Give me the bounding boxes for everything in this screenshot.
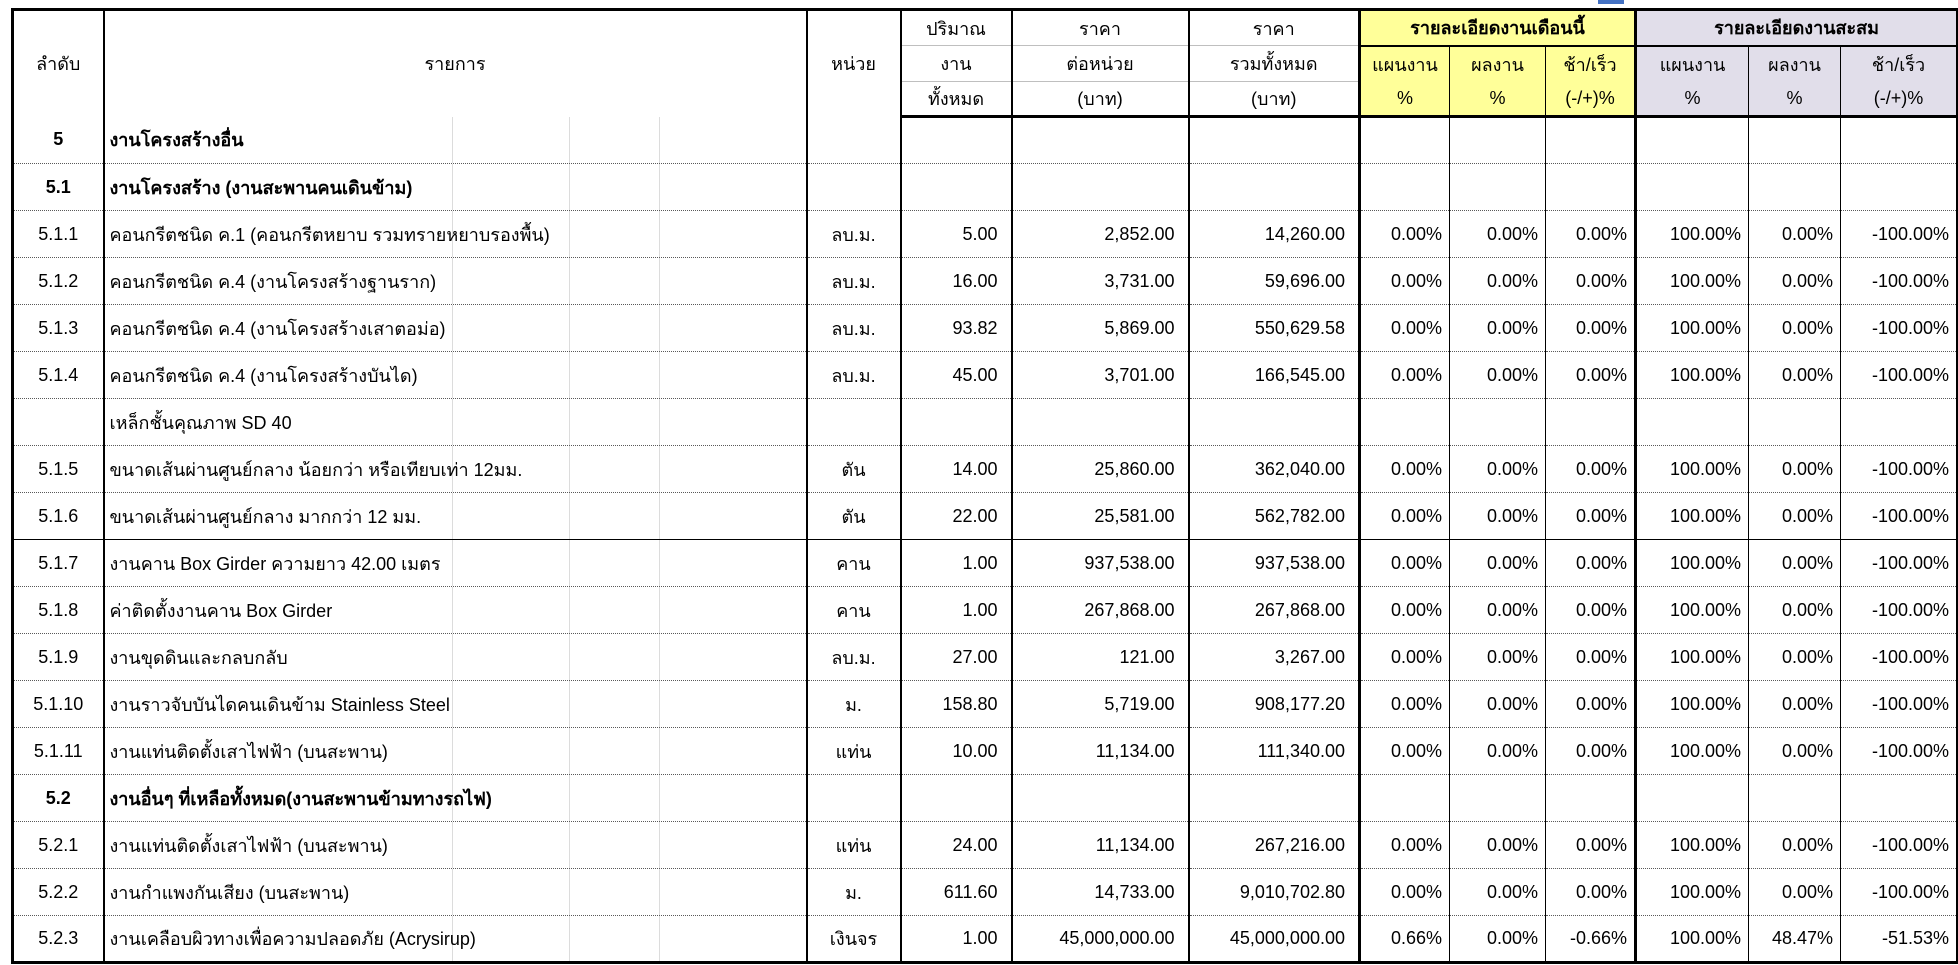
cell-month-actual: 0.00% xyxy=(1450,352,1546,399)
header-unit: หน่วย xyxy=(807,10,901,117)
header-no: ลำดับ xyxy=(36,54,81,75)
table-row xyxy=(13,258,1958,305)
cell-total-price: 14,260.00 xyxy=(1189,211,1360,258)
cell-cum-actual: 0.00% xyxy=(1749,305,1841,352)
cell-month-actual: 0.00% xyxy=(1450,305,1546,352)
cell-unit-price: 25,581.00 xyxy=(1012,493,1189,540)
cell-quantity: 16.00 xyxy=(901,258,1012,305)
cell-cum-diff: -100.00% xyxy=(1841,728,1958,775)
cell-total-price: 111,340.00 xyxy=(1189,728,1360,775)
header-cum-late-fast-pct: (-/+)% xyxy=(1841,82,1958,117)
cell-unit: ม. xyxy=(807,869,901,916)
cell-month-diff xyxy=(1546,775,1636,822)
cell-unit: ลบ.ม. xyxy=(807,211,901,258)
table-row xyxy=(13,211,1958,258)
cell-month-actual xyxy=(1450,399,1546,446)
cell-cum-plan: 100.00% xyxy=(1636,681,1749,728)
cell-month-actual: 0.00% xyxy=(1450,258,1546,305)
cell-unit-price: 937,538.00 xyxy=(1012,540,1189,587)
cell-month-plan: 0.00% xyxy=(1360,587,1450,634)
cell-month-actual xyxy=(1450,164,1546,211)
cell-cum-plan xyxy=(1636,399,1749,446)
cell-item: ขนาดเส้นผ่านศูนย์กลาง น้อยกว่า หรือเทียบเท่า 12มม. xyxy=(104,446,807,493)
cell-month-diff: 0.00% xyxy=(1546,352,1636,399)
header-unit-price-line1: ราคา xyxy=(1012,10,1189,46)
cell-month-plan: 0.00% xyxy=(1360,305,1450,352)
selection-artifact xyxy=(1598,0,1624,4)
cell-cum-actual: 0.00% xyxy=(1749,869,1841,916)
cell-cum-plan: 100.00% xyxy=(1636,587,1749,634)
cell-quantity xyxy=(901,775,1012,822)
table-body xyxy=(13,117,1958,963)
header-unit-price-line2: ต่อหน่วย xyxy=(1012,46,1189,82)
cell-month-actual: 0.00% xyxy=(1450,493,1546,540)
cell-month-diff: 0.00% xyxy=(1546,305,1636,352)
table-row xyxy=(13,164,1958,211)
cell-quantity: 27.00 xyxy=(901,634,1012,681)
table-header xyxy=(13,10,1958,117)
cell-cum-diff xyxy=(1841,164,1958,211)
cell-month-actual: 0.00% xyxy=(1450,446,1546,493)
cell-month-diff: 0.00% xyxy=(1546,728,1636,775)
cell-unit-price xyxy=(1012,775,1189,822)
cell-unit-price: 14,733.00 xyxy=(1012,869,1189,916)
cell-total-price: 550,629.58 xyxy=(1189,305,1360,352)
cell-quantity xyxy=(901,117,1012,164)
cell-total-price xyxy=(1189,117,1360,164)
cell-cum-actual: 0.00% xyxy=(1749,681,1841,728)
cell-no: 5.1.5 xyxy=(13,446,104,493)
cell-month-plan: 0.00% xyxy=(1360,352,1450,399)
cell-unit: ลบ.ม. xyxy=(807,352,901,399)
header-month-group: รายละเอียดงานเดือนนี้ xyxy=(1360,10,1636,46)
cell-unit: เงินจร xyxy=(807,916,901,963)
cell-cum-diff: -100.00% xyxy=(1841,681,1958,728)
cell-cum-actual: 0.00% xyxy=(1749,634,1841,681)
cell-unit-price xyxy=(1012,164,1189,211)
cell-month-diff: 0.00% xyxy=(1546,587,1636,634)
cell-cum-diff: -100.00% xyxy=(1841,822,1958,869)
header-cum-actual: ผลงาน xyxy=(1749,46,1841,82)
header-cum-plan-pct: % xyxy=(1636,82,1749,117)
table-row xyxy=(13,352,1958,399)
cell-total-price: 937,538.00 xyxy=(1189,540,1360,587)
cell-cum-actual xyxy=(1749,117,1841,164)
cell-cum-diff: -100.00% xyxy=(1841,869,1958,916)
table-row xyxy=(13,493,1958,540)
cell-total-price xyxy=(1189,399,1360,446)
cell-item: งานอื่นๆ ที่เหลือทั้งหมด(งานสะพานข้ามทางรถไฟ) xyxy=(104,775,807,822)
cell-month-plan: 0.00% xyxy=(1360,634,1450,681)
cell-unit: แท่น xyxy=(807,822,901,869)
cell-item: งานกำแพงกันเสียง (บนสะพาน) xyxy=(104,869,807,916)
cell-quantity: 611.60 xyxy=(901,869,1012,916)
cell-item: งานคาน Box Girder ความยาว 42.00 เมตร xyxy=(104,540,807,587)
header-total-price-line3: (บาท) xyxy=(1189,82,1360,117)
cell-quantity: 10.00 xyxy=(901,728,1012,775)
cell-no: 5.1.1 xyxy=(13,211,104,258)
cell-item: คอนกรีตชนิด ค.1 (คอนกรีตหยาบ รวมทรายหยาบรองพื้น) xyxy=(104,211,807,258)
cell-no: 5.1.6 xyxy=(13,493,104,540)
cell-cum-diff: -100.00% xyxy=(1841,258,1958,305)
cell-cum-actual: 0.00% xyxy=(1749,822,1841,869)
cell-cum-plan: 100.00% xyxy=(1636,352,1749,399)
cell-cum-diff xyxy=(1841,399,1958,446)
cell-item: ค่าติดตั้งงานคาน Box Girder xyxy=(104,587,807,634)
cell-month-plan: 0.00% xyxy=(1360,211,1450,258)
cell-cum-actual: 48.47% xyxy=(1749,916,1841,963)
cell-cum-diff: -100.00% xyxy=(1841,540,1958,587)
cell-total-price: 562,782.00 xyxy=(1189,493,1360,540)
cell-item: งานเคลือบผิวทางเพื่อความปลอดภัย (Acrysirup) xyxy=(104,916,807,963)
header-month-actual-pct: % xyxy=(1450,82,1546,117)
cell-cum-plan: 100.00% xyxy=(1636,258,1749,305)
cell-no: 5.1.11 xyxy=(13,728,104,775)
cell-no: 5.2.2 xyxy=(13,869,104,916)
cell-cum-diff: -100.00% xyxy=(1841,634,1958,681)
cell-cum-plan: 100.00% xyxy=(1636,540,1749,587)
cell-cum-plan: 100.00% xyxy=(1636,916,1749,963)
cell-no: 5.1.10 xyxy=(13,681,104,728)
cell-item: งานโครงสร้าง (งานสะพานคนเดินข้าม) xyxy=(104,164,807,211)
cell-no: 5.2.1 xyxy=(13,822,104,869)
cell-month-plan xyxy=(1360,399,1450,446)
cell-cum-diff xyxy=(1841,775,1958,822)
cell-quantity: 158.80 xyxy=(901,681,1012,728)
table-row xyxy=(13,540,1958,587)
cell-cum-actual: 0.00% xyxy=(1749,211,1841,258)
header-unit-price-line3: (บาท) xyxy=(1012,82,1189,117)
cell-unit-price: 121.00 xyxy=(1012,634,1189,681)
cell-cum-plan xyxy=(1636,775,1749,822)
cell-month-plan: 0.00% xyxy=(1360,869,1450,916)
cell-cum-actual: 0.00% xyxy=(1749,352,1841,399)
cell-quantity: 5.00 xyxy=(901,211,1012,258)
cell-cum-actual xyxy=(1749,399,1841,446)
cell-item: คอนกรีตชนิด ค.4 (งานโครงสร้างเสาตอม่อ) xyxy=(104,305,807,352)
cell-cum-plan: 100.00% xyxy=(1636,822,1749,869)
cell-month-plan: 0.00% xyxy=(1360,493,1450,540)
cell-quantity: 1.00 xyxy=(901,916,1012,963)
cell-month-actual: 0.00% xyxy=(1450,916,1546,963)
cell-item: งานแท่นติดตั้งเสาไฟฟ้า (บนสะพาน) xyxy=(104,822,807,869)
cell-month-diff: 0.00% xyxy=(1546,493,1636,540)
cell-month-plan: 0.00% xyxy=(1360,446,1450,493)
cell-month-plan xyxy=(1360,164,1450,211)
cell-quantity xyxy=(901,164,1012,211)
header-total-price-line1: ราคา xyxy=(1189,10,1360,46)
table-row xyxy=(13,634,1958,681)
cell-no: 5.1.2 xyxy=(13,258,104,305)
cell-unit-price: 5,719.00 xyxy=(1012,681,1189,728)
cell-cum-actual: 0.00% xyxy=(1749,587,1841,634)
cell-unit: แท่น xyxy=(807,728,901,775)
cell-month-plan: 0.00% xyxy=(1360,728,1450,775)
cell-total-price: 9,010,702.80 xyxy=(1189,869,1360,916)
cell-quantity: 24.00 xyxy=(901,822,1012,869)
header-month-late-fast-pct: (-/+)% xyxy=(1546,82,1636,117)
cell-cum-diff: -100.00% xyxy=(1841,493,1958,540)
cell-item: งานราวจับบันไดคนเดินข้าม Stainless Steel xyxy=(104,681,807,728)
cell-total-price xyxy=(1189,164,1360,211)
table-row xyxy=(13,775,1958,822)
table-row xyxy=(13,587,1958,634)
cell-month-diff: 0.00% xyxy=(1546,822,1636,869)
cell-no: 5.1 xyxy=(13,164,104,211)
cell-item: ขนาดเส้นผ่านศูนย์กลาง มากกว่า 12 มม. xyxy=(104,493,807,540)
table-row xyxy=(13,869,1958,916)
cell-month-plan: 0.66% xyxy=(1360,916,1450,963)
cell-quantity: 14.00 xyxy=(901,446,1012,493)
cell-no: 5.2 xyxy=(13,775,104,822)
header-quantity-line2: งาน xyxy=(901,46,1012,82)
cell-month-plan xyxy=(1360,775,1450,822)
cell-no: 5.1.3 xyxy=(13,305,104,352)
cell-unit-price: 11,134.00 xyxy=(1012,728,1189,775)
cell-quantity: 45.00 xyxy=(901,352,1012,399)
header-cum-actual-pct: % xyxy=(1749,82,1841,117)
cell-cum-diff xyxy=(1841,117,1958,164)
table-row xyxy=(13,681,1958,728)
cell-unit-price: 5,869.00 xyxy=(1012,305,1189,352)
cell-month-diff xyxy=(1546,399,1636,446)
cell-item: เหล็กชั้นคุณภาพ SD 40 xyxy=(104,399,807,446)
cell-unit-price xyxy=(1012,399,1189,446)
cell-unit xyxy=(807,117,901,164)
cell-unit: คาน xyxy=(807,587,901,634)
cell-month-actual: 0.00% xyxy=(1450,211,1546,258)
cell-cum-diff: -100.00% xyxy=(1841,446,1958,493)
cell-month-diff: -0.66% xyxy=(1546,916,1636,963)
cell-unit xyxy=(807,775,901,822)
cell-quantity: 93.82 xyxy=(901,305,1012,352)
cell-month-diff xyxy=(1546,117,1636,164)
cell-cum-plan: 100.00% xyxy=(1636,493,1749,540)
header-total-price-line2: รวมทั้งหมด xyxy=(1189,46,1360,82)
cell-month-plan: 0.00% xyxy=(1360,681,1450,728)
cell-unit-price: 11,134.00 xyxy=(1012,822,1189,869)
table-row xyxy=(13,728,1958,775)
cell-unit: คาน xyxy=(807,540,901,587)
cell-month-actual: 0.00% xyxy=(1450,728,1546,775)
cell-month-diff: 0.00% xyxy=(1546,681,1636,728)
cell-quantity: 22.00 xyxy=(901,493,1012,540)
cell-month-plan: 0.00% xyxy=(1360,258,1450,305)
table-row xyxy=(13,399,1958,446)
cell-month-plan: 0.00% xyxy=(1360,540,1450,587)
progress-report-sheet xyxy=(11,8,1958,964)
table-row xyxy=(13,916,1958,963)
cell-unit-price xyxy=(1012,117,1189,164)
cell-unit: ตัน xyxy=(807,446,901,493)
table-row xyxy=(13,446,1958,493)
header-quantity-line1: ปริมาณ xyxy=(901,10,1012,46)
cell-cum-diff: -100.00% xyxy=(1841,211,1958,258)
cell-month-diff: 0.00% xyxy=(1546,869,1636,916)
cell-no: 5.1.7 xyxy=(13,540,104,587)
cell-month-diff: 0.00% xyxy=(1546,258,1636,305)
cell-cum-plan: 100.00% xyxy=(1636,634,1749,681)
cell-cum-actual: 0.00% xyxy=(1749,258,1841,305)
header-month-late-fast: ช้า/เร็ว xyxy=(1546,46,1636,82)
cell-cum-actual xyxy=(1749,164,1841,211)
boq-progress-table xyxy=(11,8,1958,964)
cell-total-price: 45,000,000.00 xyxy=(1189,916,1360,963)
cell-month-diff: 0.00% xyxy=(1546,634,1636,681)
cell-unit xyxy=(807,399,901,446)
cell-month-diff xyxy=(1546,164,1636,211)
cell-total-price xyxy=(1189,775,1360,822)
cell-total-price: 59,696.00 xyxy=(1189,258,1360,305)
cell-month-diff: 0.00% xyxy=(1546,446,1636,493)
cell-cum-diff: -100.00% xyxy=(1841,305,1958,352)
cell-no: 5.1.9 xyxy=(13,634,104,681)
cell-no: 5 xyxy=(53,129,64,150)
cell-quantity xyxy=(901,399,1012,446)
cell-month-plan: 0.00% xyxy=(1360,822,1450,869)
cell-unit: ลบ.ม. xyxy=(807,305,901,352)
cell-cum-plan: 100.00% xyxy=(1636,305,1749,352)
header-month-actual: ผลงาน xyxy=(1450,46,1546,82)
cell-month-actual: 0.00% xyxy=(1450,634,1546,681)
cell-unit: ตัน xyxy=(807,493,901,540)
cell-month-actual: 0.00% xyxy=(1450,681,1546,728)
cell-unit: ลบ.ม. xyxy=(807,634,901,681)
table-row xyxy=(13,117,1958,164)
header-cum-late-fast: ช้า/เร็ว xyxy=(1841,46,1958,82)
cell-cum-diff: -100.00% xyxy=(1841,587,1958,634)
cell-no: 5.1.8 xyxy=(13,587,104,634)
header-cum-plan: แผนงาน xyxy=(1636,46,1749,82)
cell-no: 5.2.3 xyxy=(13,916,104,963)
cell-total-price: 166,545.00 xyxy=(1189,352,1360,399)
cell-month-actual: 0.00% xyxy=(1450,587,1546,634)
cell-total-price: 362,040.00 xyxy=(1189,446,1360,493)
cell-unit-price: 3,701.00 xyxy=(1012,352,1189,399)
cell-item: งานโครงสร้างอื่น xyxy=(104,117,807,164)
cell-item: งานแท่นติดตั้งเสาไฟฟ้า (บนสะพาน) xyxy=(104,728,807,775)
cell-unit: ม. xyxy=(807,681,901,728)
cell-month-actual: 0.00% xyxy=(1450,869,1546,916)
cell-unit-price: 25,860.00 xyxy=(1012,446,1189,493)
cell-month-actual xyxy=(1450,117,1546,164)
cell-month-actual: 0.00% xyxy=(1450,822,1546,869)
cell-month-diff: 0.00% xyxy=(1546,211,1636,258)
cell-cum-plan: 100.00% xyxy=(1636,211,1749,258)
table-row xyxy=(13,822,1958,869)
cell-unit-price: 2,852.00 xyxy=(1012,211,1189,258)
cell-cum-plan: 100.00% xyxy=(1636,869,1749,916)
header-cumulative-group: รายละเอียดงานสะสม xyxy=(1636,10,1958,46)
cell-cum-diff: -51.53% xyxy=(1841,916,1958,963)
cell-cum-actual xyxy=(1749,775,1841,822)
cell-total-price: 267,216.00 xyxy=(1189,822,1360,869)
cell-month-actual: 0.00% xyxy=(1450,540,1546,587)
cell-item: งานขุดดินและกลบกลับ xyxy=(104,634,807,681)
cell-cum-actual: 0.00% xyxy=(1749,728,1841,775)
cell-item: คอนกรีตชนิด ค.4 (งานโครงสร้างบันได) xyxy=(104,352,807,399)
cell-total-price: 3,267.00 xyxy=(1189,634,1360,681)
cell-unit-price: 3,731.00 xyxy=(1012,258,1189,305)
header-quantity-line3: ทั้งหมด xyxy=(901,82,1012,117)
header-month-plan-pct: % xyxy=(1360,82,1450,117)
cell-total-price: 908,177.20 xyxy=(1189,681,1360,728)
cell-cum-plan xyxy=(1636,164,1749,211)
cell-cum-plan: 100.00% xyxy=(1636,728,1749,775)
cell-item: คอนกรีตชนิด ค.4 (งานโครงสร้างฐานราก) xyxy=(104,258,807,305)
cell-cum-actual: 0.00% xyxy=(1749,493,1841,540)
cell-month-actual xyxy=(1450,775,1546,822)
cell-cum-diff: -100.00% xyxy=(1841,352,1958,399)
cell-cum-actual: 0.00% xyxy=(1749,540,1841,587)
cell-no: 5.1.4 xyxy=(13,352,104,399)
cell-unit xyxy=(807,164,901,211)
header-month-plan: แผนงาน xyxy=(1360,46,1450,82)
cell-month-plan xyxy=(1360,117,1450,164)
cell-cum-plan xyxy=(1636,117,1749,164)
table-row xyxy=(13,305,1958,352)
cell-unit-price: 267,868.00 xyxy=(1012,587,1189,634)
cell-no xyxy=(13,399,104,446)
cell-quantity: 1.00 xyxy=(901,540,1012,587)
cell-month-diff: 0.00% xyxy=(1546,540,1636,587)
cell-total-price: 267,868.00 xyxy=(1189,587,1360,634)
cell-cum-actual: 0.00% xyxy=(1749,446,1841,493)
header-item: รายการ xyxy=(104,10,807,117)
cell-unit-price: 45,000,000.00 xyxy=(1012,916,1189,963)
cell-quantity: 1.00 xyxy=(901,587,1012,634)
cell-unit: ลบ.ม. xyxy=(807,258,901,305)
cell-cum-plan: 100.00% xyxy=(1636,446,1749,493)
